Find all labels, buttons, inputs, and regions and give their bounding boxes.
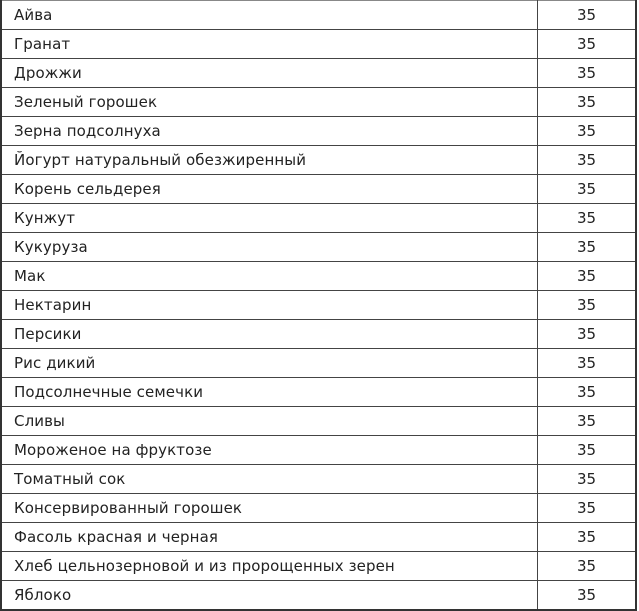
gi-value-cell: 35 bbox=[538, 407, 637, 436]
table-row bbox=[1, 465, 636, 494]
table-row bbox=[1, 320, 636, 349]
gi-value-cell: 35 bbox=[538, 523, 637, 552]
food-name-cell: Сливы bbox=[1, 407, 538, 436]
gi-value-cell: 35 bbox=[538, 378, 637, 407]
food-name-cell: Томатный сок bbox=[1, 465, 538, 494]
gi-value-cell: 35 bbox=[538, 1, 637, 30]
food-name-cell: Корень сельдерея bbox=[1, 175, 538, 204]
gi-value-cell: 35 bbox=[538, 465, 637, 494]
table-row bbox=[1, 146, 636, 175]
food-name-cell: Зеленый горошек bbox=[1, 88, 538, 117]
gi-value-cell: 35 bbox=[538, 291, 637, 320]
food-name-cell: Персики bbox=[1, 320, 538, 349]
food-name-cell: Гранат bbox=[1, 30, 538, 59]
food-name-cell: Мороженое на фруктозе bbox=[1, 436, 538, 465]
table-row bbox=[1, 494, 636, 523]
gi-value-cell: 35 bbox=[538, 233, 637, 262]
table-row bbox=[1, 175, 636, 204]
food-name-cell: Кукуруза bbox=[1, 233, 538, 262]
gi-value-cell: 35 bbox=[538, 262, 637, 291]
table-row bbox=[1, 1, 636, 30]
table-row bbox=[1, 30, 636, 59]
food-name-cell: Зерна подсолнуха bbox=[1, 117, 538, 146]
gi-value-cell: 35 bbox=[538, 204, 637, 233]
table-row bbox=[1, 233, 636, 262]
gi-value-cell: 35 bbox=[538, 146, 637, 175]
gi-value-cell: 35 bbox=[538, 59, 637, 88]
gi-value-cell: 35 bbox=[538, 552, 637, 581]
food-name-cell: Хлеб цельнозерновой и из пророщенных зерен bbox=[1, 552, 538, 581]
table-row bbox=[1, 378, 636, 407]
table-row bbox=[1, 262, 636, 291]
table-row bbox=[1, 117, 636, 146]
gi-value-cell: 35 bbox=[538, 88, 637, 117]
food-name-cell: Подсолнечные семечки bbox=[1, 378, 538, 407]
food-name-cell: Дрожжи bbox=[1, 59, 538, 88]
food-name-cell: Мак bbox=[1, 262, 538, 291]
table-row bbox=[1, 291, 636, 320]
gi-value-cell: 35 bbox=[538, 349, 637, 378]
food-name-cell: Кунжут bbox=[1, 204, 538, 233]
table-row bbox=[1, 204, 636, 233]
food-name-cell: Консервированный горошек bbox=[1, 494, 538, 523]
gi-value-cell: 35 bbox=[538, 117, 637, 146]
table-row bbox=[1, 552, 636, 581]
table-row bbox=[1, 59, 636, 88]
gi-value-cell: 35 bbox=[538, 581, 637, 611]
table-row bbox=[1, 349, 636, 378]
food-name-cell: Фасоль красная и черная bbox=[1, 523, 538, 552]
gi-value-cell: 35 bbox=[538, 436, 637, 465]
food-name-cell: Нектарин bbox=[1, 291, 538, 320]
gi-value-cell: 35 bbox=[538, 30, 637, 59]
table-row bbox=[1, 581, 636, 611]
table-row bbox=[1, 523, 636, 552]
food-name-cell: Яблоко bbox=[1, 581, 538, 611]
gi-value-cell: 35 bbox=[538, 494, 637, 523]
table-row bbox=[1, 407, 636, 436]
table-row bbox=[1, 88, 636, 117]
food-name-cell: Айва bbox=[1, 1, 538, 30]
gi-value-cell: 35 bbox=[538, 320, 637, 349]
food-name-cell: Йогурт натуральный обезжиренный bbox=[1, 146, 538, 175]
food-name-cell: Рис дикий bbox=[1, 349, 538, 378]
table-row bbox=[1, 436, 636, 465]
gi-value-cell: 35 bbox=[538, 175, 637, 204]
